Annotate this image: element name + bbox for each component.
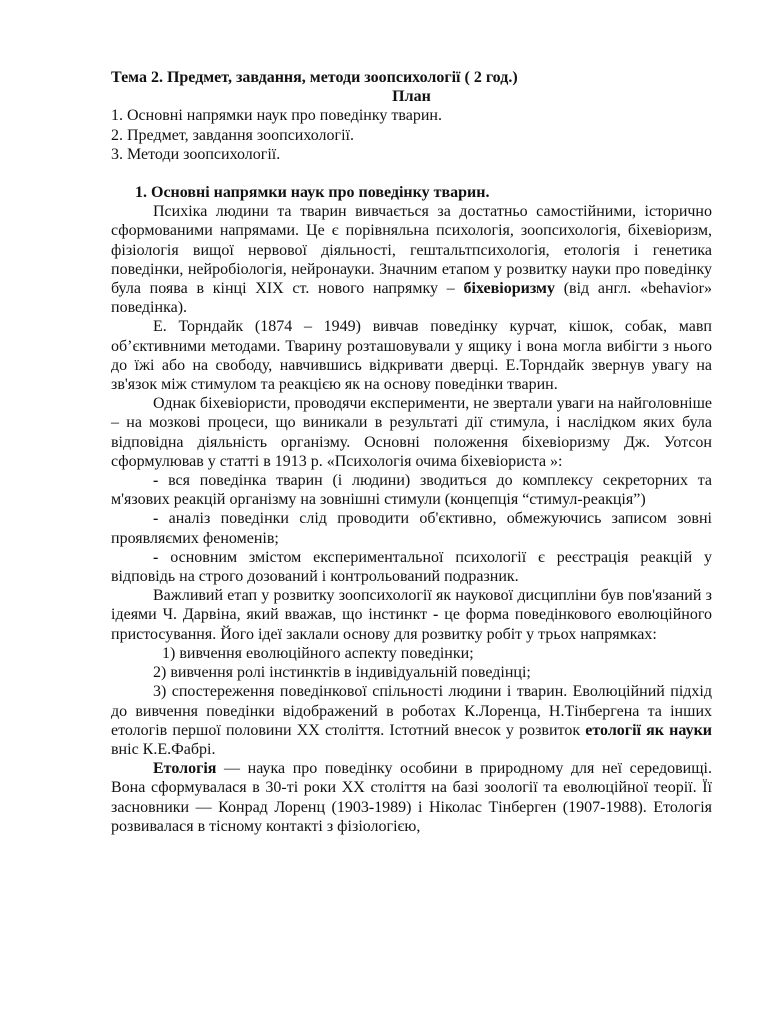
list-item: 1) вивчення еволюційного аспекту поведінки; [162,644,474,662]
dash-item: - основним змістом експериментальної психології є реєстрація реакцій у відповідь на строго дозований і контрольований подразник. [111,548,712,586]
page-title: Тема 2. Предмет, завдання, методи зоопсихології ( 2 год.) [111,69,518,86]
section-heading: 1. Основні напрямки наук про поведінку тварин. [135,184,490,202]
paragraph-6: Етологія — наука про поведінку особини в природному для неї середовищі. Вона сформувалася в 30-ті роки XX століття на базі зоології та еволюційної теорії. Її засновники — Конрад Лоренц (1903-1989) і Ніколас Тінберген (1907-1988). Етологія розвивалася в тісному контакті з фізіологією, [111,760,712,835]
list-item: 2) вивчення ролі інстинктів в індивідуальній поведінці; [153,664,531,682]
paragraph-5: 3) спостереження поведінкової спільності людини і тварин. Еволюційний підхід до вивчення поведінки відображений в роботах К.Лоренца, Н.Тінбергена та інших етологів першої половини ХХ століття. Істотний внесок у розвиток етології як науки вніс К.Е.Фабрі. [111,683,713,758]
paragraph-3: Однак біхевіористи, проводячи експерименти, не звертали уваги на найголовніше – на мозкові процеси, що виникали в результаті дії стимула, і наслідком яких була відповідна діяльність організму. Основні положення біхевіоризму Дж. Уотсон сформулював у статті в 1913 р. «Психологія очима біхевіориста »: [111,395,712,470]
plan-item: 3. Методи зоопсихології. [111,145,281,163]
dash-item: - вся поведінка тварин (і людини) зводиться до комплексу секреторних та м'язових реакцій організму на зовнішні стимули (концепція “стимул-реакція”) [111,472,712,509]
dash-item: - аналіз поведінки слід проводити об'єктивно, обмежуючись записом зовні проявляємих феноменів; [111,510,712,547]
plan-item: 1. Основні напрямки наук про поведінку тварин. [111,107,442,125]
paragraph-1: Психіка людини та тварин вивчається за достатньо самостійними, історично сформованими напрямами. Це є порівняльна психологія, зоопсихологія, біхевіоризм, фізіологія вищої нервової діяльності, гештальтпсихологія, етологія і генетика поведінки, нейробіологія, нейронауки. Значним етапом у розвитку науки про поведінку була поява в кінці XIX ст. нового напрямку – біхевіоризму (від англ. «behavior» поведінка). [111,203,713,317]
paragraph-4: Важливий етап у розвитку зоопсихології як наукової дисципліни був пов'язаний з ідеями Ч. Дарвіна, який вважав, що інстинкт - це форма поведінкового еволюційного пристосування. Його ідеї заклали основу для розвитку робіт у трьох напрямках: [111,587,713,643]
paragraph-2: Е. Торндайк (1874 – 1949) вивчав поведінку курчат, кішок, собак, мавп об’єктивними методами. Тварину розташовували у ящику і вона могла вибігти з нього до їжі або на свободу, навчившись відкривати дверці. Е.Торндайк звернув увагу на зв'язок між стимулом та реакцією як на основу поведінки тварин. [111,318,712,394]
plan-heading: План [392,88,431,106]
plan-item: 2. Предмет, завдання зоопсихології. [111,126,354,144]
